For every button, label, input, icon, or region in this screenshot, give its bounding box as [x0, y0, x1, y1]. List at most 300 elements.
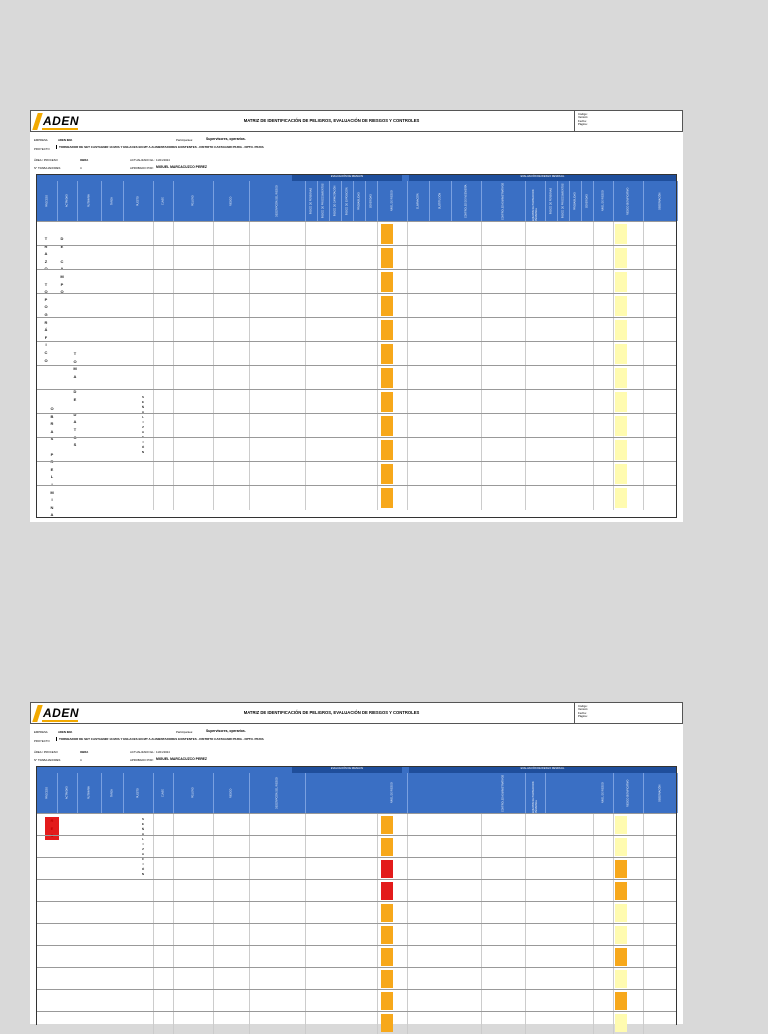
- cell-divider: [407, 924, 408, 946]
- cell-divider: [213, 246, 214, 270]
- residual-risk-cell: [615, 320, 627, 340]
- cell-divider: [173, 814, 174, 836]
- cell-divider: [213, 270, 214, 294]
- risk-level-cell: [381, 904, 393, 922]
- cell-divider: [153, 858, 154, 880]
- risk-level-cell: [381, 1014, 393, 1032]
- col-header: PELIGRO: [173, 181, 214, 221]
- cell-divider: [153, 246, 154, 270]
- cell-divider: [643, 390, 644, 414]
- cell-divider: [173, 294, 174, 318]
- risk-matrix-table: [36, 766, 677, 1025]
- updated-label: ACTUALIZADO EL:: [130, 750, 155, 754]
- cell-divider: [153, 294, 154, 318]
- risk-level-cell: [381, 860, 393, 878]
- workers-value: 4: [80, 758, 82, 762]
- cell-divider: [593, 462, 594, 486]
- table-row: [37, 245, 676, 270]
- cell-divider: [481, 836, 482, 858]
- col-header: OBSERVACIÓN: [643, 181, 678, 221]
- approved-label: APROBADO POR:: [130, 758, 154, 762]
- cell-divider: [377, 836, 378, 858]
- cell-divider: [305, 414, 306, 438]
- cell-divider: [153, 318, 154, 342]
- residual-risk-cell: [615, 948, 627, 966]
- residual-risk-cell: [615, 416, 627, 436]
- cell-divider: [407, 318, 408, 342]
- code-box: Código: Versión: Fecha: Página:: [574, 703, 682, 723]
- col-header: ACTIVIDAD: [57, 773, 78, 813]
- col-header: ELIMINACIÓN: [407, 181, 430, 221]
- risk-level-cell: [381, 816, 393, 834]
- workers-label: N° TRABAJADORES: [34, 166, 61, 170]
- residual-risk-cell: [615, 464, 627, 484]
- cell-divider: [643, 246, 644, 270]
- col-header: DESCRIPCIÓN DEL RIESGO: [249, 773, 306, 813]
- area-label: ÁREA / PROCESO: [34, 158, 58, 162]
- cell-divider: [643, 486, 644, 510]
- col-header: ÍNDICE DE PROCEDIMIENTOS: [317, 181, 330, 221]
- residual-risk-cell: [615, 816, 627, 834]
- cell-divider: [305, 222, 306, 246]
- cell-divider: [643, 924, 644, 946]
- cell-divider: [593, 390, 594, 414]
- risk-level-cell: [381, 464, 393, 484]
- cell-divider: [525, 924, 526, 946]
- col-header: DESCRIPCIÓN DEL RIESGO: [249, 181, 306, 221]
- cell-divider: [593, 836, 594, 858]
- cell-divider: [407, 858, 408, 880]
- cell-divider: [407, 1012, 408, 1034]
- cell-divider: [213, 318, 214, 342]
- cell-divider: [173, 438, 174, 462]
- col-header: SUSTITUCIÓN: [429, 181, 452, 221]
- process-label: O B R A S P R E L I M I N A: [50, 406, 54, 518]
- cell-divider: [213, 390, 214, 414]
- cell-divider: [613, 902, 614, 924]
- cell-divider: [153, 814, 154, 836]
- table-row: [37, 317, 676, 342]
- cell-divider: [525, 990, 526, 1012]
- table-row: [37, 813, 676, 836]
- col-header: NIVEL DE RIESGO: [593, 773, 614, 813]
- cell-divider: [249, 438, 250, 462]
- cell-divider: [593, 968, 594, 990]
- table-row: [37, 857, 676, 880]
- cell-divider: [643, 1012, 644, 1034]
- cell-divider: [305, 858, 306, 880]
- cell-divider: [377, 270, 378, 294]
- cell-divider: [407, 486, 408, 510]
- cell-divider: [305, 318, 306, 342]
- cell-divider: [305, 946, 306, 968]
- table-row: [37, 341, 676, 366]
- document-page-2: [30, 702, 683, 1024]
- cell-divider: [593, 902, 594, 924]
- cell-divider: [593, 486, 594, 510]
- col-header: RIESGO SIGNIFICATIVO: [613, 773, 644, 813]
- page-header: [30, 702, 683, 724]
- risk-level-cell: [381, 224, 393, 244]
- col-header: PUESTO: [123, 773, 154, 813]
- table-row: [37, 989, 676, 1012]
- cell-divider: [153, 924, 154, 946]
- col-header: CONTROLES DE INGENIERÍA: [451, 181, 482, 221]
- cell-divider: [173, 270, 174, 294]
- code-box: Código: Versión: Fecha: Página:: [574, 111, 682, 131]
- cell-divider: [213, 342, 214, 366]
- cell-divider: [407, 366, 408, 390]
- updated-value: 11/01/2024: [156, 750, 170, 754]
- cell-divider: [249, 836, 250, 858]
- cell-divider: [173, 462, 174, 486]
- cell-divider: [525, 318, 526, 342]
- area-value: OBRA: [80, 158, 89, 162]
- risk-level-cell: [381, 992, 393, 1010]
- residual-risk-cell: [615, 970, 627, 988]
- cell-divider: [613, 946, 614, 968]
- cell-divider: [525, 270, 526, 294]
- cell-divider: [249, 486, 250, 510]
- cell-divider: [305, 990, 306, 1012]
- cell-divider: [377, 1012, 378, 1034]
- approved-label: APROBADO POR:: [130, 166, 154, 170]
- cell-divider: [377, 222, 378, 246]
- participants-value: Supervisores, operarios.: [206, 729, 246, 733]
- cell-divider: [525, 222, 526, 246]
- cell-divider: [153, 836, 154, 858]
- cell-divider: [249, 270, 250, 294]
- process-label: D E C A M P O: [60, 236, 64, 295]
- cell-divider: [407, 246, 408, 270]
- cell-divider: [525, 294, 526, 318]
- cell-divider: [481, 222, 482, 246]
- cell-divider: [643, 318, 644, 342]
- cell-divider: [249, 318, 250, 342]
- cell-divider: [525, 836, 526, 858]
- col-header: ÍNDICE DE PROCEDIMIENTOS: [557, 181, 570, 221]
- cell-divider: [377, 414, 378, 438]
- cell-divider: [643, 366, 644, 390]
- cell-divider: [481, 438, 482, 462]
- project-value: TORNEADOR DE SET CASTAGNIR 13 MVA Y ENLACES EN MT A ALIMENTADORES EXISTENTES - DISTRITO CASTAGNIR PIURA - DPTO. PIURA: [56, 737, 264, 741]
- cell-divider: [377, 858, 378, 880]
- cell-divider: [173, 318, 174, 342]
- cell-divider: [305, 814, 306, 836]
- cell-divider: [213, 946, 214, 968]
- risk-level-cell: [381, 296, 393, 316]
- cell-divider: [377, 814, 378, 836]
- col-header: RIESGO SIGNIFICATIVO: [613, 181, 644, 221]
- residual-risk-cell: [615, 296, 627, 316]
- table-row: [37, 389, 676, 414]
- cell-divider: [213, 924, 214, 946]
- document-page-1: [30, 110, 683, 522]
- cell-divider: [377, 462, 378, 486]
- cell-divider: [481, 462, 482, 486]
- participants-label: Participantes:: [176, 138, 193, 142]
- cell-divider: [407, 438, 408, 462]
- area-value: OBRA: [80, 750, 89, 754]
- cell-divider: [525, 342, 526, 366]
- cell-divider: [593, 270, 594, 294]
- cell-divider: [153, 462, 154, 486]
- cell-divider: [377, 366, 378, 390]
- company-value: ADEN IEM.: [58, 138, 73, 142]
- residual-risk-cell: [615, 904, 627, 922]
- cell-divider: [407, 836, 408, 858]
- col-header: PROCESO: [37, 773, 58, 813]
- cell-divider: [249, 990, 250, 1012]
- cell-divider: [249, 968, 250, 990]
- col-header: ÍNDICE DE CAPACITACIÓN: [329, 181, 342, 221]
- cell-divider: [377, 438, 378, 462]
- cell-divider: [481, 366, 482, 390]
- cell-divider: [153, 990, 154, 1012]
- cell-divider: [213, 814, 214, 836]
- cell-divider: [377, 880, 378, 902]
- cell-divider: [213, 294, 214, 318]
- cell-divider: [613, 880, 614, 902]
- cell-divider: [613, 294, 614, 318]
- cell-divider: [377, 342, 378, 366]
- cell-divider: [481, 880, 482, 902]
- residual-risk-cell: [615, 224, 627, 244]
- cell-divider: [377, 318, 378, 342]
- cell-divider: [173, 390, 174, 414]
- cell-divider: [481, 318, 482, 342]
- risk-level-cell: [381, 926, 393, 944]
- cell-divider: [525, 902, 526, 924]
- cell-divider: [249, 924, 250, 946]
- residual-risk-cell: [615, 882, 627, 900]
- risk-matrix-table: [36, 174, 677, 518]
- residual-risk-cell: [615, 392, 627, 412]
- cell-divider: [213, 968, 214, 990]
- updated-label: ACTUALIZADO EL:: [130, 158, 155, 162]
- cell-divider: [305, 462, 306, 486]
- cell-divider: [173, 858, 174, 880]
- cell-divider: [481, 390, 482, 414]
- table-row: [37, 967, 676, 990]
- company-label: EMPRESA: [34, 138, 48, 142]
- cell-divider: [593, 342, 594, 366]
- cell-divider: [173, 342, 174, 366]
- control-group-header: EVALUACIÓN DE RIESGO RESIDUAL: [409, 767, 676, 773]
- cell-divider: [593, 294, 594, 318]
- cell-divider: [481, 990, 482, 1012]
- cell-divider: [153, 414, 154, 438]
- risk-level-cell: [381, 368, 393, 388]
- cell-divider: [613, 246, 614, 270]
- page-header: [30, 110, 683, 132]
- cell-divider: [153, 222, 154, 246]
- col-header: RIESGO: [213, 181, 250, 221]
- col-header: SEVERIDAD: [365, 181, 378, 221]
- cell-divider: [643, 222, 644, 246]
- cell-divider: [481, 902, 482, 924]
- cell-divider: [481, 414, 482, 438]
- cell-divider: [377, 968, 378, 990]
- col-header: PROBABILIDAD: [569, 181, 582, 221]
- residual-risk-cell: [615, 1014, 627, 1032]
- participants-value: Supervisores, operarios.: [206, 137, 246, 141]
- cell-divider: [593, 366, 594, 390]
- cell-divider: [481, 342, 482, 366]
- risk-level-cell: [381, 272, 393, 292]
- col-header: CLASE: [153, 181, 174, 221]
- residual-risk-cell: [615, 368, 627, 388]
- cell-divider: [407, 294, 408, 318]
- cell-divider: [613, 414, 614, 438]
- task-label: S E Ñ A L I Z A C I Ó N: [141, 817, 145, 876]
- cell-divider: [525, 246, 526, 270]
- col-header: OBSERVACIÓN: [643, 773, 678, 813]
- cell-divider: [173, 836, 174, 858]
- col-header: TAREA: [101, 773, 124, 813]
- cell-divider: [613, 1012, 614, 1034]
- cell-divider: [525, 390, 526, 414]
- cell-divider: [213, 462, 214, 486]
- cell-divider: [305, 294, 306, 318]
- cell-divider: [643, 880, 644, 902]
- cell-divider: [593, 414, 594, 438]
- cell-divider: [643, 438, 644, 462]
- col-header: CLASE: [153, 773, 174, 813]
- table-row: [37, 461, 676, 486]
- cell-divider: [613, 222, 614, 246]
- activity-label: T O M A D E D A T O S: [73, 351, 77, 448]
- cell-divider: [249, 1012, 250, 1034]
- cell-divider: [481, 858, 482, 880]
- table-row: [37, 835, 676, 858]
- cell-divider: [249, 390, 250, 414]
- cell-divider: [643, 836, 644, 858]
- approved-value: MIGUEL MARCACUZCO PEREZ: [156, 165, 207, 169]
- cell-divider: [407, 390, 408, 414]
- cell-divider: [643, 462, 644, 486]
- col-header: EQUIPOS DE PROTECCIÓN PERSONAL: [525, 181, 546, 221]
- cell-divider: [643, 990, 644, 1012]
- cell-divider: [173, 880, 174, 902]
- risk-level-cell: [381, 440, 393, 460]
- cell-divider: [593, 946, 594, 968]
- residual-risk-cell: [615, 248, 627, 268]
- area-label: ÁREA / PROCESO: [34, 750, 58, 754]
- cell-divider: [407, 902, 408, 924]
- cell-divider: [377, 294, 378, 318]
- cell-divider: [305, 968, 306, 990]
- cell-divider: [613, 836, 614, 858]
- cell-divider: [153, 366, 154, 390]
- table-row: [37, 437, 676, 462]
- cell-divider: [613, 486, 614, 510]
- cell-divider: [525, 1012, 526, 1034]
- risk-level-cell: [381, 838, 393, 856]
- cell-divider: [643, 946, 644, 968]
- cell-divider: [213, 902, 214, 924]
- cell-divider: [173, 990, 174, 1012]
- cell-divider: [525, 814, 526, 836]
- col-header: PROBABILIDAD: [353, 181, 366, 221]
- cell-divider: [377, 990, 378, 1012]
- risk-level-cell: [381, 344, 393, 364]
- table-row: [37, 413, 676, 438]
- cell-divider: [153, 1012, 154, 1034]
- cell-divider: [249, 246, 250, 270]
- col-header: CONTROLES ADMINISTRATIVOS: [481, 773, 526, 813]
- cell-divider: [173, 1012, 174, 1034]
- updated-value: 11/01/2024: [156, 158, 170, 162]
- table-row: [37, 365, 676, 390]
- cell-divider: [305, 366, 306, 390]
- cell-divider: [407, 270, 408, 294]
- cell-divider: [213, 858, 214, 880]
- col-header: TAREA: [101, 181, 124, 221]
- cell-divider: [377, 390, 378, 414]
- risk-level-cell: [381, 248, 393, 268]
- aden-logo: ADEN: [35, 705, 81, 722]
- aden-logo: ADEN: [35, 113, 81, 130]
- table-row: [37, 901, 676, 924]
- workers-value: 4: [80, 166, 82, 170]
- process-label: T R A Z O T O P O G R Á F I C O: [44, 236, 48, 363]
- cell-divider: [377, 924, 378, 946]
- cell-divider: [173, 968, 174, 990]
- cell-divider: [593, 858, 594, 880]
- cell-divider: [249, 880, 250, 902]
- cell-divider: [643, 294, 644, 318]
- participants-label: Participantes:: [176, 730, 193, 734]
- process-label: R E S: [45, 817, 59, 840]
- cell-divider: [377, 486, 378, 510]
- table-row: [37, 945, 676, 968]
- cell-divider: [593, 814, 594, 836]
- col-header: NIVEL DE RIESGO: [593, 181, 614, 221]
- risk-level-cell: [381, 392, 393, 412]
- table-row: [37, 221, 676, 246]
- cell-divider: [213, 990, 214, 1012]
- evaluation-group-header: EVALUACIÓN DE RIESGOS: [292, 175, 402, 181]
- cell-divider: [593, 246, 594, 270]
- risk-level-cell: [381, 416, 393, 436]
- cell-divider: [481, 1012, 482, 1034]
- cell-divider: [305, 1012, 306, 1034]
- cell-divider: [643, 902, 644, 924]
- cell-divider: [153, 390, 154, 414]
- cell-divider: [593, 318, 594, 342]
- cell-divider: [249, 946, 250, 968]
- cell-divider: [643, 814, 644, 836]
- cell-divider: [213, 414, 214, 438]
- cell-divider: [249, 366, 250, 390]
- cell-divider: [613, 390, 614, 414]
- cell-divider: [525, 438, 526, 462]
- cell-divider: [249, 294, 250, 318]
- cell-divider: [407, 414, 408, 438]
- cell-divider: [305, 836, 306, 858]
- cell-divider: [613, 342, 614, 366]
- approved-value: MIGUEL MARCACUZCO PEREZ: [156, 757, 207, 761]
- project-label: PROYECTO: [34, 739, 50, 743]
- cell-divider: [305, 486, 306, 510]
- cell-divider: [407, 990, 408, 1012]
- cell-divider: [153, 486, 154, 510]
- col-header: PUESTO: [123, 181, 154, 221]
- cell-divider: [249, 814, 250, 836]
- residual-risk-cell: [615, 272, 627, 292]
- cell-divider: [525, 880, 526, 902]
